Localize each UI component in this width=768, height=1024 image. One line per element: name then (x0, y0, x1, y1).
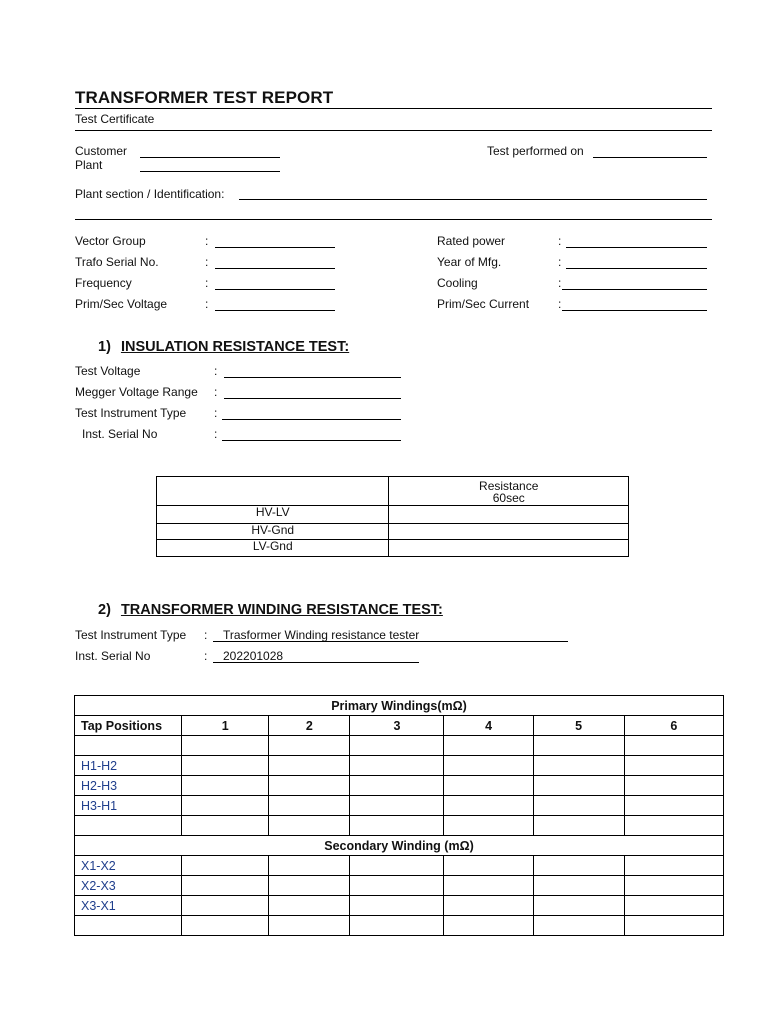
customer-field[interactable] (140, 157, 280, 158)
section1-number: 1) (98, 339, 111, 355)
column-header-3: 3 (350, 716, 444, 736)
cooling-field[interactable] (562, 289, 707, 290)
winding-resistance-table (74, 695, 724, 936)
subtitle-rule (75, 130, 712, 131)
value-cell[interactable] (182, 816, 269, 836)
value-cell[interactable] (624, 776, 723, 796)
table-row (75, 896, 724, 916)
table-row (75, 916, 724, 936)
year-mfg-sep: : (558, 255, 562, 269)
section2-title: TRANSFORMER WINDING RESISTANCE TEST: (120, 602, 443, 618)
megger-range-field[interactable] (224, 398, 401, 399)
header-rule (75, 219, 712, 220)
value-cell[interactable] (624, 916, 723, 936)
wr-serial-value: 202201028 (223, 649, 284, 663)
resistance-header-line2: 60sec (492, 491, 525, 505)
resistance-cell-lv-gnd[interactable] (389, 540, 629, 557)
value-cell[interactable] (533, 776, 624, 796)
trafo-serial-field[interactable] (215, 268, 335, 269)
value-cell[interactable] (269, 856, 350, 876)
row-label-lv-gnd: LV-Gnd (157, 540, 389, 557)
value-cell[interactable] (444, 816, 533, 836)
table-row (157, 506, 629, 524)
trafo-serial-sep: : (205, 255, 209, 269)
resistance-header-line1: Resistance (479, 479, 539, 493)
wr-instrument-type-label: Test Instrument Type (75, 628, 187, 642)
year-mfg-label: Year of Mfg. (437, 255, 502, 269)
tap-positions-header: Tap Positions (75, 716, 182, 736)
value-cell[interactable] (444, 876, 533, 896)
value-cell[interactable] (269, 916, 350, 936)
megger-range-label: Megger Voltage Range (75, 385, 198, 399)
value-cell[interactable] (444, 916, 533, 936)
cooling-label: Cooling (437, 276, 478, 290)
value-cell[interactable] (444, 736, 533, 756)
value-cell[interactable] (533, 856, 624, 876)
plant-section-field[interactable] (239, 199, 707, 200)
secondary-row-label: X1-X2 (75, 856, 182, 876)
table-row (75, 776, 724, 796)
table-row (75, 876, 724, 896)
ir-instrument-type-sep: : (214, 406, 218, 420)
insulation-resistance-table (156, 476, 629, 557)
value-cell[interactable] (533, 796, 624, 816)
test-voltage-label: Test Voltage (75, 364, 141, 378)
value-cell[interactable] (444, 896, 533, 916)
secondary-row-label: X2-X3 (75, 876, 182, 896)
test-date-field[interactable] (593, 157, 707, 158)
value-cell[interactable] (533, 896, 624, 916)
column-header-5: 5 (533, 716, 624, 736)
frequency-label: Frequency (75, 276, 132, 290)
primary-row-label (75, 816, 182, 836)
value-cell[interactable] (350, 776, 444, 796)
primary-row-label: H1-H2 (75, 756, 182, 776)
customer-label: Customer (75, 144, 128, 158)
plant-label: Plant (75, 158, 103, 172)
ir-serial-field[interactable] (222, 440, 401, 441)
value-cell[interactable] (182, 896, 269, 916)
rated-power-field[interactable] (566, 247, 707, 248)
wr-serial-label: Inst. Serial No (75, 649, 151, 663)
secondary-row-label (75, 916, 182, 936)
prim-sec-current-sep: : (558, 297, 562, 311)
megger-range-sep: : (214, 385, 218, 399)
wr-instrument-type-sep: : (204, 628, 208, 642)
prim-sec-current-field[interactable] (562, 310, 707, 311)
table-row (157, 524, 629, 540)
wr-serial-field[interactable] (213, 662, 419, 663)
value-cell[interactable] (533, 736, 624, 756)
value-cell[interactable] (624, 896, 723, 916)
value-cell[interactable] (182, 736, 269, 756)
ir-instrument-type-label: Test Instrument Type (75, 406, 187, 420)
secondary-winding-title: Secondary Winding (mΩ) (75, 836, 724, 856)
primary-windings-title: Primary Windings(mΩ) (75, 696, 724, 716)
resistance-cell-hv-gnd[interactable] (389, 524, 629, 540)
section2-number: 2) (98, 602, 111, 618)
test-voltage-sep: : (214, 364, 218, 378)
value-cell[interactable] (444, 756, 533, 776)
value-cell[interactable] (182, 796, 269, 816)
value-cell[interactable] (624, 736, 723, 756)
column-header-2: 2 (269, 716, 350, 736)
ir-serial-sep: : (214, 427, 218, 441)
vector-group-field[interactable] (215, 247, 335, 248)
primary-row-label: H2-H3 (75, 776, 182, 796)
value-cell[interactable] (533, 816, 624, 836)
resistance-header (389, 477, 629, 506)
ir-instrument-type-field[interactable] (222, 419, 401, 420)
row-label-hv-gnd: HV-Gnd (157, 524, 389, 540)
value-cell[interactable] (533, 916, 624, 936)
value-cell[interactable] (624, 816, 723, 836)
table-row (75, 856, 724, 876)
value-cell[interactable] (624, 796, 723, 816)
column-header-1: 1 (182, 716, 269, 736)
value-cell[interactable] (444, 796, 533, 816)
secondary-row-label: X3-X1 (75, 896, 182, 916)
table-row (75, 756, 724, 776)
plant-section-label: Plant section / Identification: (75, 187, 225, 201)
value-cell[interactable] (350, 756, 444, 776)
value-cell[interactable] (350, 876, 444, 896)
cooling-sep: : (558, 276, 562, 290)
table-row (75, 796, 724, 816)
value-cell[interactable] (350, 816, 444, 836)
test-voltage-field[interactable] (224, 377, 401, 378)
value-cell[interactable] (350, 856, 444, 876)
table-row (75, 816, 724, 836)
prim-sec-voltage-field[interactable] (215, 310, 335, 311)
section2-heading (98, 602, 443, 618)
column-header-6: 6 (624, 716, 723, 736)
section1-title: INSULATION RESISTANCE TEST: (120, 339, 350, 355)
value-cell[interactable] (624, 876, 723, 896)
table-row (75, 696, 724, 716)
value-cell[interactable] (444, 856, 533, 876)
vector-group-sep: : (205, 234, 209, 248)
table-row (75, 736, 724, 756)
report-title: TRANSFORMER TEST REPORT (75, 88, 334, 107)
value-cell[interactable] (269, 816, 350, 836)
frequency-field[interactable] (215, 289, 335, 290)
title-rule (75, 108, 712, 109)
wr-instrument-type-field[interactable] (213, 641, 568, 642)
row-label-hv-lv: HV-LV (157, 506, 389, 524)
value-cell[interactable] (269, 756, 350, 776)
ir-serial-label: Inst. Serial No (82, 427, 158, 441)
wr-instrument-type-value: Trasformer Winding resistance tester (223, 628, 420, 642)
primary-row-label (75, 736, 182, 756)
table-row (157, 477, 629, 506)
frequency-sep: : (205, 276, 209, 290)
section1-heading (98, 339, 349, 355)
primary-row-label: H3-H1 (75, 796, 182, 816)
value-cell[interactable] (269, 876, 350, 896)
test-date-label: Test performed on (487, 144, 584, 158)
year-mfg-field[interactable] (566, 268, 707, 269)
table-corner-cell (157, 477, 389, 506)
value-cell[interactable] (350, 736, 444, 756)
value-cell[interactable] (269, 736, 350, 756)
table-row (75, 716, 724, 736)
plant-field[interactable] (140, 171, 280, 172)
table-row (157, 540, 629, 557)
rated-power-sep: : (558, 234, 562, 248)
trafo-serial-label: Trafo Serial No. (75, 255, 159, 269)
value-cell[interactable] (444, 776, 533, 796)
value-cell[interactable] (182, 756, 269, 776)
prim-sec-voltage-label: Prim/Sec Voltage (75, 297, 168, 311)
value-cell[interactable] (624, 856, 723, 876)
value-cell[interactable] (182, 916, 269, 936)
value-cell[interactable] (350, 916, 444, 936)
table-row (75, 836, 724, 856)
value-cell[interactable] (269, 776, 350, 796)
value-cell[interactable] (182, 856, 269, 876)
report-subtitle: Test Certificate (75, 112, 155, 126)
value-cell[interactable] (269, 796, 350, 816)
value-cell[interactable] (624, 756, 723, 776)
value-cell[interactable] (533, 876, 624, 896)
rated-power-label: Rated power (437, 234, 506, 248)
vector-group-label: Vector Group (75, 234, 146, 248)
value-cell[interactable] (182, 776, 269, 796)
prim-sec-current-label: Prim/Sec Current (437, 297, 530, 311)
value-cell[interactable] (350, 796, 444, 816)
wr-serial-sep: : (204, 649, 208, 663)
value-cell[interactable] (182, 876, 269, 896)
value-cell[interactable] (533, 756, 624, 776)
prim-sec-voltage-sep: : (205, 297, 209, 311)
value-cell[interactable] (269, 896, 350, 916)
column-header-4: 4 (444, 716, 533, 736)
value-cell[interactable] (350, 896, 444, 916)
resistance-cell-hv-lv[interactable] (389, 506, 629, 524)
